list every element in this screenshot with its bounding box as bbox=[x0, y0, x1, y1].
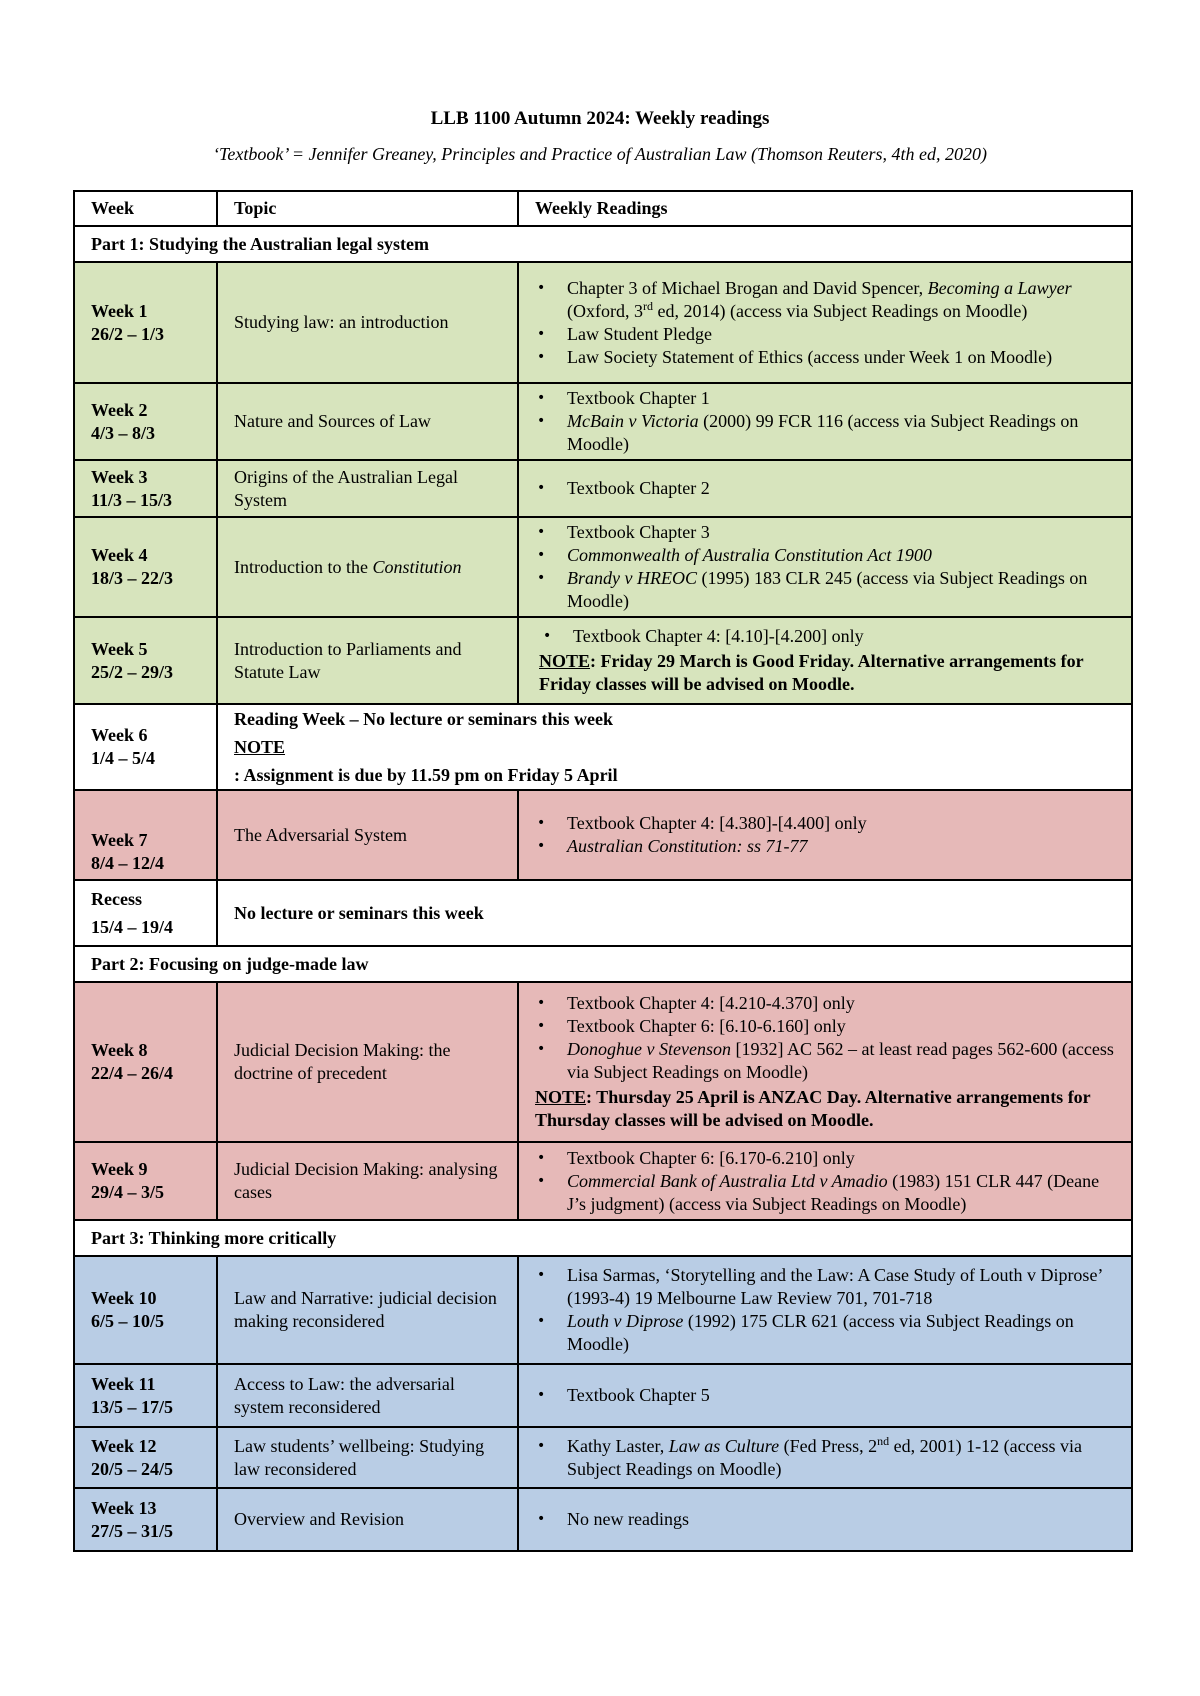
readings-cell bbox=[518, 982, 1132, 1142]
table-row bbox=[74, 1488, 1132, 1551]
readings-cell bbox=[518, 790, 1132, 880]
week-cell bbox=[74, 517, 217, 617]
recess-text: No lecture or seminars this week bbox=[234, 902, 484, 923]
week-dates: 8/4 – 12/4 bbox=[91, 853, 165, 873]
table-row bbox=[74, 617, 1132, 704]
week-cell bbox=[74, 1427, 217, 1488]
reading-item: • Louth v Diprose (1992) 175 CLR 621 (access via Subject Readings on Moodle) bbox=[567, 1310, 1115, 1356]
readings-cell bbox=[518, 1142, 1132, 1220]
reading-item: • Textbook Chapter 6: [6.10-6.160] only bbox=[567, 1015, 1115, 1038]
table-row bbox=[74, 982, 1132, 1142]
week-dates: 18/3 – 22/3 bbox=[91, 568, 174, 588]
week-dates: 4/3 – 8/3 bbox=[91, 422, 156, 443]
table-row bbox=[74, 1364, 1132, 1427]
reading-item: • Kathy Laster, Law as Culture (Fed Press, 2nd ed, 2001) 1-12 (access via Subject Readings on Moodle) bbox=[567, 1435, 1115, 1481]
readings-cell bbox=[518, 517, 1132, 617]
header-week: Week bbox=[74, 191, 217, 226]
table-row bbox=[74, 880, 1132, 946]
reading-item: • Australian Constitution: ss 71-77 bbox=[567, 835, 1115, 858]
table-row bbox=[74, 1142, 1132, 1220]
topic-cell: Judicial Decision Making: analysing cases bbox=[217, 1142, 518, 1220]
table-row bbox=[74, 460, 1132, 517]
week-dates: 1/4 – 5/4 bbox=[91, 748, 156, 768]
reading-item: • Donoghue v Stevenson [1932] AC 562 – at least read pages 562-600 (access via Subject Readings on Moodle) bbox=[567, 1038, 1115, 1084]
note: NOTE: Friday 29 March is Good Friday. Alternative arrangements for Friday classes will be advised on Moodle. bbox=[539, 651, 1084, 694]
week-cell bbox=[74, 1142, 217, 1220]
document-subtitle: ‘Textbook’ = Jennifer Greaney, Principles and Practice of Australian Law (Thomson Reuters, 4th ed, 2020) bbox=[213, 144, 987, 164]
topic-cell: Introduction to the Constitution bbox=[217, 517, 518, 617]
reading-item: • Textbook Chapter 2 bbox=[567, 477, 1115, 500]
topic-cell: Access to Law: the adversarial system reconsidered bbox=[217, 1364, 518, 1427]
reading-item: • Law Society Statement of Ethics (access under Week 1 on Moodle) bbox=[567, 346, 1115, 369]
table-row bbox=[74, 1427, 1132, 1488]
part-3-heading: Part 3: Thinking more critically bbox=[74, 1220, 1132, 1256]
table-row bbox=[74, 790, 1132, 880]
readings-cell bbox=[518, 383, 1132, 460]
reading-item: • No new readings bbox=[567, 1508, 1115, 1531]
topic-cell: The Adversarial System bbox=[217, 790, 518, 880]
part-heading-row bbox=[74, 1220, 1132, 1256]
note: NOTE : Assignment is due by 11.59 pm on Friday 5 April bbox=[234, 737, 618, 785]
week-label: Week 10 bbox=[91, 1288, 157, 1308]
week-cell bbox=[74, 383, 217, 460]
topic-cell: Introduction to Parliaments and Statute Law bbox=[217, 617, 518, 704]
topic-cell: Nature and Sources of Law bbox=[217, 383, 518, 460]
table-row bbox=[74, 517, 1132, 617]
readings-cell bbox=[518, 1364, 1132, 1427]
week-cell bbox=[74, 460, 217, 517]
readings-cell bbox=[518, 1488, 1132, 1551]
week-cell bbox=[74, 790, 217, 880]
readings-cell bbox=[518, 1256, 1132, 1364]
part-1-heading: Part 1: Studying the Australian legal system bbox=[74, 226, 1132, 262]
reading-item: • Brandy v HREOC (1995) 183 CLR 245 (access via Subject Readings on Moodle) bbox=[567, 567, 1115, 613]
reading-item: • Lisa Sarmas, ‘Storytelling and the Law: A Case Study of Louth v Diprose’ (1993-4) 19 Melbourne Law Review 701, 701-718 bbox=[567, 1264, 1115, 1310]
week-cell bbox=[74, 880, 217, 946]
reading-item: • Chapter 3 of Michael Brogan and David Spencer, Becoming a Lawyer (Oxford, 3rd ed, 2014) (access via Subject Readings on Moodle) bbox=[567, 277, 1115, 323]
part-heading-row bbox=[74, 226, 1132, 262]
readings-cell bbox=[518, 262, 1132, 383]
week-label: Week 4 bbox=[91, 545, 148, 565]
week-cell bbox=[74, 1364, 217, 1427]
weekly-readings-table bbox=[73, 190, 1133, 1552]
week-label: Week 2 bbox=[91, 399, 148, 420]
week-cell bbox=[74, 1488, 217, 1551]
note: NOTE: Thursday 25 April is ANZAC Day. Alternative arrangements for Thursday classes will be advised on Moodle. bbox=[535, 1087, 1091, 1130]
week-dates: 29/4 – 3/5 bbox=[91, 1182, 165, 1202]
reading-item: • Textbook Chapter 4: [4.10]-[4.200] only bbox=[573, 625, 1115, 648]
week-label: Week 1 bbox=[91, 300, 148, 321]
topic-cell: Law students’ wellbeing: Studying law reconsidered bbox=[217, 1427, 518, 1488]
week-dates: 13/5 – 17/5 bbox=[91, 1396, 174, 1417]
header-topic: Topic bbox=[217, 191, 518, 226]
readings-cell bbox=[518, 617, 1132, 704]
week-cell bbox=[74, 617, 217, 704]
topic-cell: Origins of the Australian Legal System bbox=[217, 460, 518, 517]
table-row bbox=[74, 1256, 1132, 1364]
reading-item: • Textbook Chapter 5 bbox=[567, 1384, 1115, 1407]
header-readings: Weekly Readings bbox=[518, 191, 1132, 226]
week-dates: 26/2 – 1/3 bbox=[91, 323, 165, 344]
week-label: Week 7 bbox=[91, 830, 148, 850]
reading-item: • Commercial Bank of Australia Ltd v Amadio (1983) 151 CLR 447 (Deane J’s judgment) (access via Subject Readings on Moodle) bbox=[567, 1170, 1115, 1216]
reading-item: • Textbook Chapter 4: [4.210-4.370] only bbox=[567, 992, 1115, 1015]
week-dates: 15/4 – 19/4 bbox=[91, 917, 174, 937]
week-cell bbox=[74, 982, 217, 1142]
week-dates: 22/4 – 26/4 bbox=[91, 1063, 174, 1083]
week-dates: 20/5 – 24/5 bbox=[91, 1458, 174, 1479]
week-label: Week 11 bbox=[91, 1373, 156, 1394]
topic-cell: Overview and Revision bbox=[217, 1488, 518, 1551]
week-dates: 11/3 – 15/3 bbox=[91, 489, 173, 510]
document-title: LLB 1100 Autumn 2024: Weekly readings bbox=[430, 108, 770, 129]
reading-item: • Textbook Chapter 1 bbox=[567, 387, 1115, 410]
reading-item: • Textbook Chapter 4: [4.380]-[4.400] only bbox=[567, 812, 1115, 835]
recess-cell bbox=[217, 880, 1132, 946]
week-dates: 25/2 – 29/3 bbox=[91, 661, 174, 682]
reading-item: • Textbook Chapter 6: [6.170-6.210] only bbox=[567, 1147, 1115, 1170]
week-label: Week 8 bbox=[91, 1040, 148, 1060]
week-label: Week 6 bbox=[91, 725, 148, 745]
reading-item: • Textbook Chapter 3 bbox=[567, 521, 1115, 544]
reading-item: • McBain v Victoria (2000) 99 FCR 116 (access via Subject Readings on Moodle) bbox=[567, 410, 1115, 456]
table-row bbox=[74, 262, 1132, 383]
reading-item: • Law Student Pledge bbox=[567, 323, 1115, 346]
reading-week-text: Reading Week – No lecture or seminars this week bbox=[234, 709, 613, 729]
week-label: Week 5 bbox=[91, 638, 148, 659]
topic-cell: Judicial Decision Making: the doctrine of precedent bbox=[217, 982, 518, 1142]
reading-item: • Commonwealth of Australia Constitution Act 1900 bbox=[567, 544, 1115, 567]
readings-cell bbox=[518, 1427, 1132, 1488]
table-header-row bbox=[74, 191, 1132, 226]
week-label: Week 9 bbox=[91, 1159, 148, 1179]
week-label: Week 13 bbox=[91, 1497, 157, 1518]
part-heading-row bbox=[74, 946, 1132, 982]
week-label: Recess bbox=[91, 889, 142, 909]
topic-cell: Law and Narrative: judicial decision making reconsidered bbox=[217, 1256, 518, 1364]
week-cell bbox=[74, 1256, 217, 1364]
readings-cell bbox=[518, 460, 1132, 517]
week-label: Week 3 bbox=[91, 466, 148, 487]
table-row bbox=[74, 704, 1132, 790]
week-label: Week 12 bbox=[91, 1435, 157, 1456]
week-dates: 6/5 – 10/5 bbox=[91, 1311, 165, 1331]
week-dates: 27/5 – 31/5 bbox=[91, 1520, 174, 1541]
topic-cell: Studying law: an introduction bbox=[217, 262, 518, 383]
reading-week-cell bbox=[217, 704, 1132, 790]
week-cell bbox=[74, 262, 217, 383]
week-cell bbox=[74, 704, 217, 790]
table-row bbox=[74, 383, 1132, 460]
part-2-heading: Part 2: Focusing on judge-made law bbox=[74, 946, 1132, 982]
